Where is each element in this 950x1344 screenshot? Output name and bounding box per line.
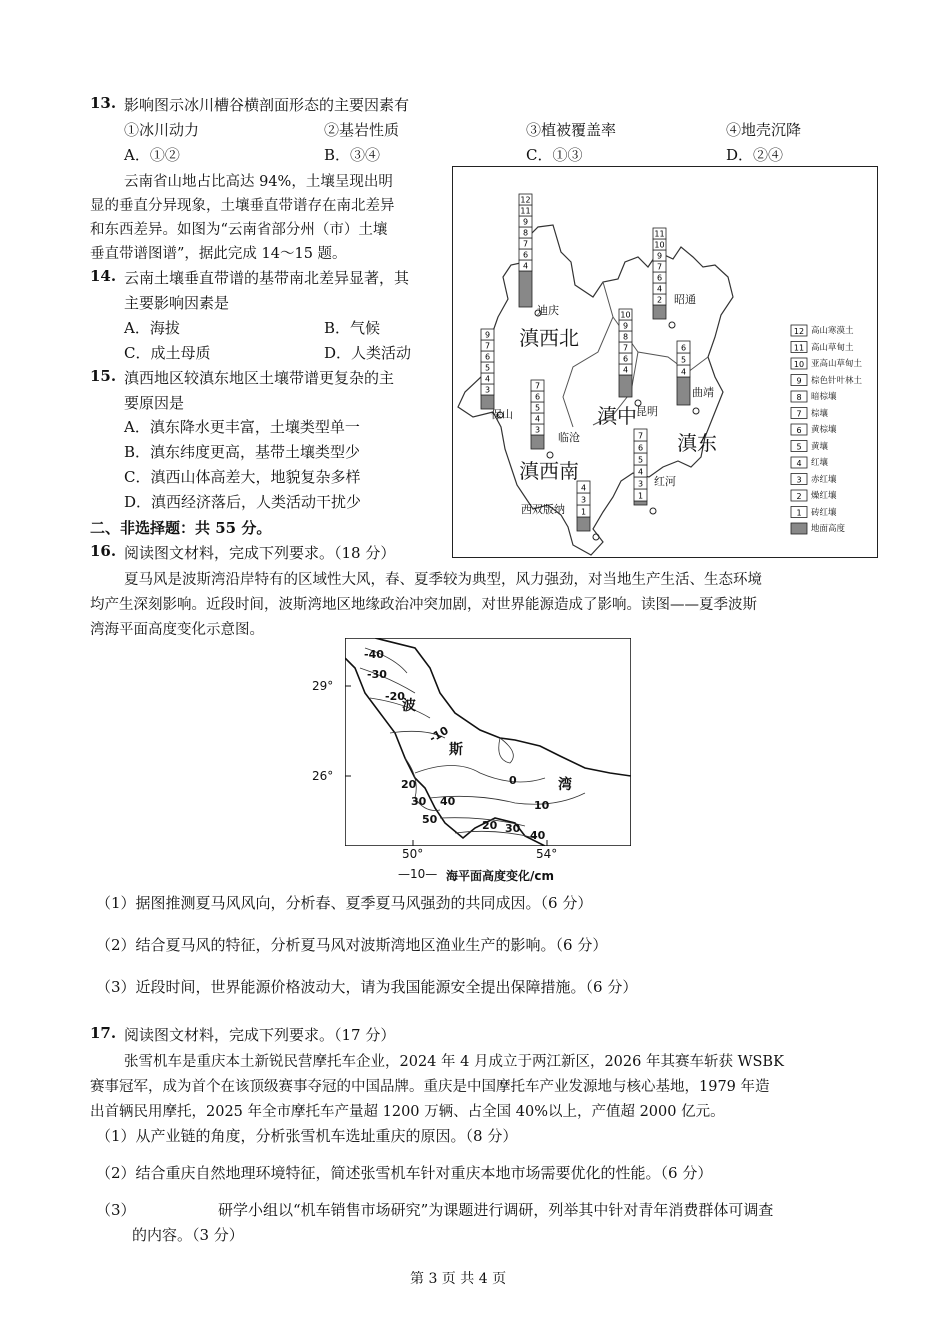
- intro-line: 显的垂直分异现象，土壤垂直带谱存在南北差异: [90, 198, 395, 214]
- persian-gulf-map: [345, 638, 631, 846]
- soil-layer-code: 7: [534, 381, 541, 391]
- q13-number: 13.: [90, 94, 117, 112]
- q14-stem: 云南土壤垂直带谱的基带南北差异显著，其: [124, 269, 410, 287]
- q13-option-d: D．②④: [726, 146, 784, 164]
- legend-code: 9: [796, 376, 802, 386]
- soil-layer-code: 2: [656, 295, 663, 305]
- region-label: 滇西南: [519, 459, 579, 483]
- soil-layer-code: 4: [484, 374, 491, 384]
- q17-sub: （1）从产业链的角度，分析张雪机车选址重庆的原因。（8 分）: [96, 1127, 518, 1145]
- soil-layer-code: 4: [680, 367, 687, 377]
- soil-layer-code: 4: [637, 467, 644, 477]
- legend-label: 黄棕壤: [811, 425, 837, 435]
- legend-label: 高山草甸土: [811, 342, 854, 353]
- yunnan-soil-map: [452, 166, 878, 558]
- q17-number: 17.: [90, 1024, 117, 1042]
- intro-line: 垂直带谱图谱”，据此完成 14～15 题。: [90, 246, 347, 262]
- legend-code: 2: [796, 492, 802, 501]
- soil-layer-code: 3: [580, 495, 587, 505]
- city-label: 红河: [654, 475, 676, 488]
- soil-layer-code: 8: [622, 332, 629, 342]
- q16-sub: （3）近段时间，世界能源价格波动大，请为我国能源安全提出保障措施。（6 分）: [96, 978, 638, 996]
- contour-label: -30: [367, 668, 387, 681]
- q17-material: 张雪机车是重庆本土新锐民营摩托车企业，2024 年 4 月成立于两江新区，2026 年其赛车斩获 WSBK: [124, 1054, 784, 1070]
- q15-option-d: D．滇西经济落后，人类活动干扰少: [124, 493, 362, 511]
- q15-option-c: C．滇西山体高差大，地貌复杂多样: [124, 468, 361, 486]
- lat-label: 26°: [312, 769, 334, 783]
- legend-label: 棕色针叶林土: [811, 375, 863, 386]
- section-heading: 二、非选择题：共 55 分。: [90, 519, 272, 537]
- contour-label: -40: [364, 648, 384, 661]
- soil-layer-code: 11: [520, 206, 531, 216]
- soil-layer-code: 5: [484, 363, 491, 373]
- q16-number: 16.: [90, 542, 117, 560]
- q13-item-1: ①冰川动力: [124, 121, 200, 139]
- q14-option-b: B．气候: [324, 319, 381, 337]
- soil-layer-code: 6: [637, 443, 644, 453]
- legend-label: 亚高山草甸土: [811, 359, 863, 369]
- city-marker: [650, 508, 656, 514]
- q15-stem: 滇西地区较滇东地区土壤带谱更复杂的主: [124, 369, 395, 387]
- q17-sub3-number: （3）: [96, 1201, 136, 1219]
- legend-label: 地面高度: [811, 524, 846, 534]
- soil-layer-code: 5: [637, 455, 644, 465]
- soil-layer-code: 1: [580, 507, 587, 517]
- q13-item-4: ④地壳沉降: [726, 121, 802, 139]
- contour-label: 30: [505, 822, 521, 835]
- ground-height-bar: [519, 271, 532, 307]
- city-label: 保山: [491, 408, 513, 421]
- q16-material: 均产生深刻影响。近段时间，波斯湾地区地缘政治冲突加剧，对世界能源造成了影响。读图——夏季波斯: [90, 597, 757, 613]
- soil-layer-code: 6: [484, 352, 491, 362]
- q17-sub: （2）结合重庆自然地理环境特征，简述张雪机车针对重庆本地市场需要优化的性能。（6 分）: [96, 1164, 713, 1182]
- q15-option-a: A．滇东降水更丰富，土壤类型单一: [124, 418, 360, 436]
- legend-label: 红壤: [811, 458, 829, 468]
- soil-layer-code: 10: [620, 310, 631, 320]
- legend-code: 1: [796, 508, 802, 518]
- map-legend-symbol: —10—: [398, 867, 438, 881]
- legend-code: 3: [796, 475, 802, 485]
- ground-height-bar: [577, 517, 590, 531]
- soil-layer-code: 6: [680, 343, 687, 353]
- q16-material: 湾海平面高度变化示意图。: [90, 622, 264, 638]
- contour-label: -20: [385, 690, 405, 703]
- q13-option-b: B．③④: [324, 146, 381, 164]
- contour-label: 40: [530, 829, 546, 842]
- ground-height-bar: [531, 435, 544, 449]
- q17-sub3-text: 研学小组以“机车销售市场研究”为课题进行调研，列举其中针对青年消费群体可调查: [218, 1201, 774, 1219]
- soil-layer-code: 4: [580, 483, 587, 493]
- legend-code: 6: [796, 426, 802, 435]
- region-label: 滇西北: [519, 326, 579, 350]
- soil-layer-code: 6: [522, 250, 529, 260]
- city-label: 西双版纳: [521, 503, 565, 516]
- q13-option-c: C．①③: [526, 146, 583, 164]
- region-label: 滇中: [597, 404, 637, 428]
- lat-label: 29°: [312, 679, 334, 693]
- contour-label: 20: [482, 819, 498, 832]
- q14-option-c: C．成土母质: [124, 344, 211, 362]
- intro-line: 云南省山地占比高达 94%，土壤呈现出明: [124, 174, 393, 190]
- map-legend-label: 海平面高度变化/cm: [446, 869, 555, 883]
- soil-layer-code: 4: [622, 365, 629, 375]
- contour-label: 30: [411, 795, 427, 808]
- soil-layer-code: 3: [637, 479, 644, 489]
- sea-name-char: 湾: [558, 777, 572, 793]
- q13-option-a: A．①②: [124, 146, 180, 164]
- soil-layer-code: 9: [656, 251, 663, 261]
- q15-stem: 要原因是: [124, 394, 185, 412]
- ground-height-bar: [619, 375, 632, 397]
- city-marker: [593, 534, 599, 540]
- legend-label: 燥红壤: [811, 491, 837, 501]
- legend-code: 10: [793, 360, 805, 369]
- sea-name-char: 波: [402, 698, 416, 714]
- ground-height-bar: [634, 501, 647, 505]
- legend-label: 黄壤: [811, 441, 829, 452]
- q16-stem: 阅读图文材料，完成下列要求。（18 分）: [124, 544, 396, 562]
- soil-layer-code: 9: [484, 330, 491, 340]
- soil-layer-code: 11: [654, 229, 665, 239]
- q16-sub: （2）结合夏马风的特征，分析夏马风对波斯湾地区渔业生产的影响。（6 分）: [96, 936, 608, 954]
- soil-layer-code: 6: [656, 273, 663, 283]
- soil-layer-code: 7: [622, 343, 629, 353]
- q15-number: 15.: [90, 367, 117, 385]
- legend-label: 高山寒漠土: [811, 326, 854, 336]
- city-label: 临沧: [558, 431, 580, 444]
- soil-layer-code: 6: [534, 392, 541, 402]
- city-label: 曲靖: [692, 386, 714, 399]
- q16-material: 夏马风是波斯湾沿岸特有的区域性大风，春、夏季较为典型，风力强劲，对当地生产生活、生态环境: [124, 572, 762, 588]
- city-label: 迪庆: [537, 304, 559, 317]
- legend-label: 暗棕壤: [811, 392, 837, 402]
- ground-height-bar: [653, 305, 666, 319]
- soil-layer-code: 7: [656, 262, 663, 272]
- legend-code: 7: [796, 409, 802, 419]
- soil-layer-code: 5: [534, 403, 541, 413]
- soil-layer-code: 8: [522, 228, 529, 238]
- soil-layer-code: 3: [534, 425, 541, 435]
- lon-label: 54°: [536, 847, 558, 861]
- contour-label: -10: [427, 723, 451, 746]
- soil-layer-code: 7: [484, 341, 491, 351]
- legend-label: 赤红壤: [811, 474, 837, 485]
- q17-sub3-text: 的内容。（3 分）: [132, 1226, 244, 1244]
- region-label: 滇东: [677, 431, 717, 455]
- city-label: 昆明: [636, 405, 658, 418]
- soil-layer-code: 9: [522, 217, 529, 227]
- q16-sub: （1）据图推测夏马风风向，分析春、夏季夏马风强劲的共同成因。（6 分）: [96, 894, 593, 912]
- soil-layer-code: 7: [637, 431, 644, 441]
- legend-swatch: [791, 523, 807, 534]
- legend-code: 5: [796, 442, 802, 452]
- soil-layer-code: 7: [522, 239, 529, 249]
- soil-layer-code: 12: [520, 195, 531, 205]
- soil-layer-code: 4: [522, 261, 529, 271]
- city-marker: [669, 322, 675, 328]
- ground-height-bar: [677, 377, 690, 405]
- q14-number: 14.: [90, 267, 117, 285]
- legend-label: 棕壤: [811, 408, 829, 419]
- contour-label: 10: [534, 799, 550, 812]
- city-marker: [693, 408, 699, 414]
- q14-option-a: A．海拔: [124, 319, 180, 337]
- lon-label: 50°: [402, 847, 424, 861]
- soil-layer-code: 4: [534, 414, 541, 424]
- page-footer: 第 3 页 共 4 页: [410, 1271, 507, 1287]
- soil-layer-code: 1: [637, 491, 644, 501]
- q13-item-3: ③植被覆盖率: [526, 121, 617, 139]
- contour-label: 40: [440, 795, 456, 808]
- soil-layer-code: 10: [654, 240, 665, 250]
- soil-layer-code: 4: [656, 284, 663, 294]
- legend-code: 4: [796, 459, 802, 468]
- legend-code: 12: [793, 327, 805, 336]
- soil-layer-code: 3: [484, 385, 491, 395]
- intro-line: 和东西差异。如图为“云南省部分州（市）土壤: [90, 222, 388, 238]
- q14-option-d: D．人类活动: [324, 344, 412, 362]
- soil-layer-code: 6: [622, 354, 629, 364]
- city-label: 昭通: [674, 293, 696, 306]
- q17-stem: 阅读图文材料，完成下列要求。（17 分）: [124, 1026, 396, 1044]
- soil-layer-code: 9: [622, 321, 629, 331]
- soil-layer-code: 5: [680, 355, 687, 365]
- q14-stem: 主要影响因素是: [124, 294, 230, 312]
- q17-material: 出首辆民用摩托，2025 年全市摩托车产量超 1200 万辆、占全国 40%以上，产值超 2000 亿元。: [90, 1104, 725, 1120]
- legend-label: 砖红壤: [811, 507, 837, 518]
- sea-name-char: 斯: [449, 742, 463, 758]
- contour-label: 0: [509, 774, 517, 787]
- q17-material: 赛事冠军，成为首个在该顶级赛事夺冠的中国品牌。重庆是中国摩托车产业发源地与核心基地，1979 年造: [90, 1079, 770, 1095]
- q13-item-2: ②基岩性质: [324, 121, 400, 139]
- contour-label: 20: [401, 778, 417, 791]
- legend-code: 11: [793, 343, 805, 353]
- legend-code: 8: [796, 393, 802, 402]
- q15-option-b: B．滇东纬度更高，基带土壤类型少: [124, 443, 361, 461]
- contour-label: 50: [422, 813, 438, 826]
- q13-stem: 影响图示冰川槽谷横剖面形态的主要因素有: [124, 96, 410, 114]
